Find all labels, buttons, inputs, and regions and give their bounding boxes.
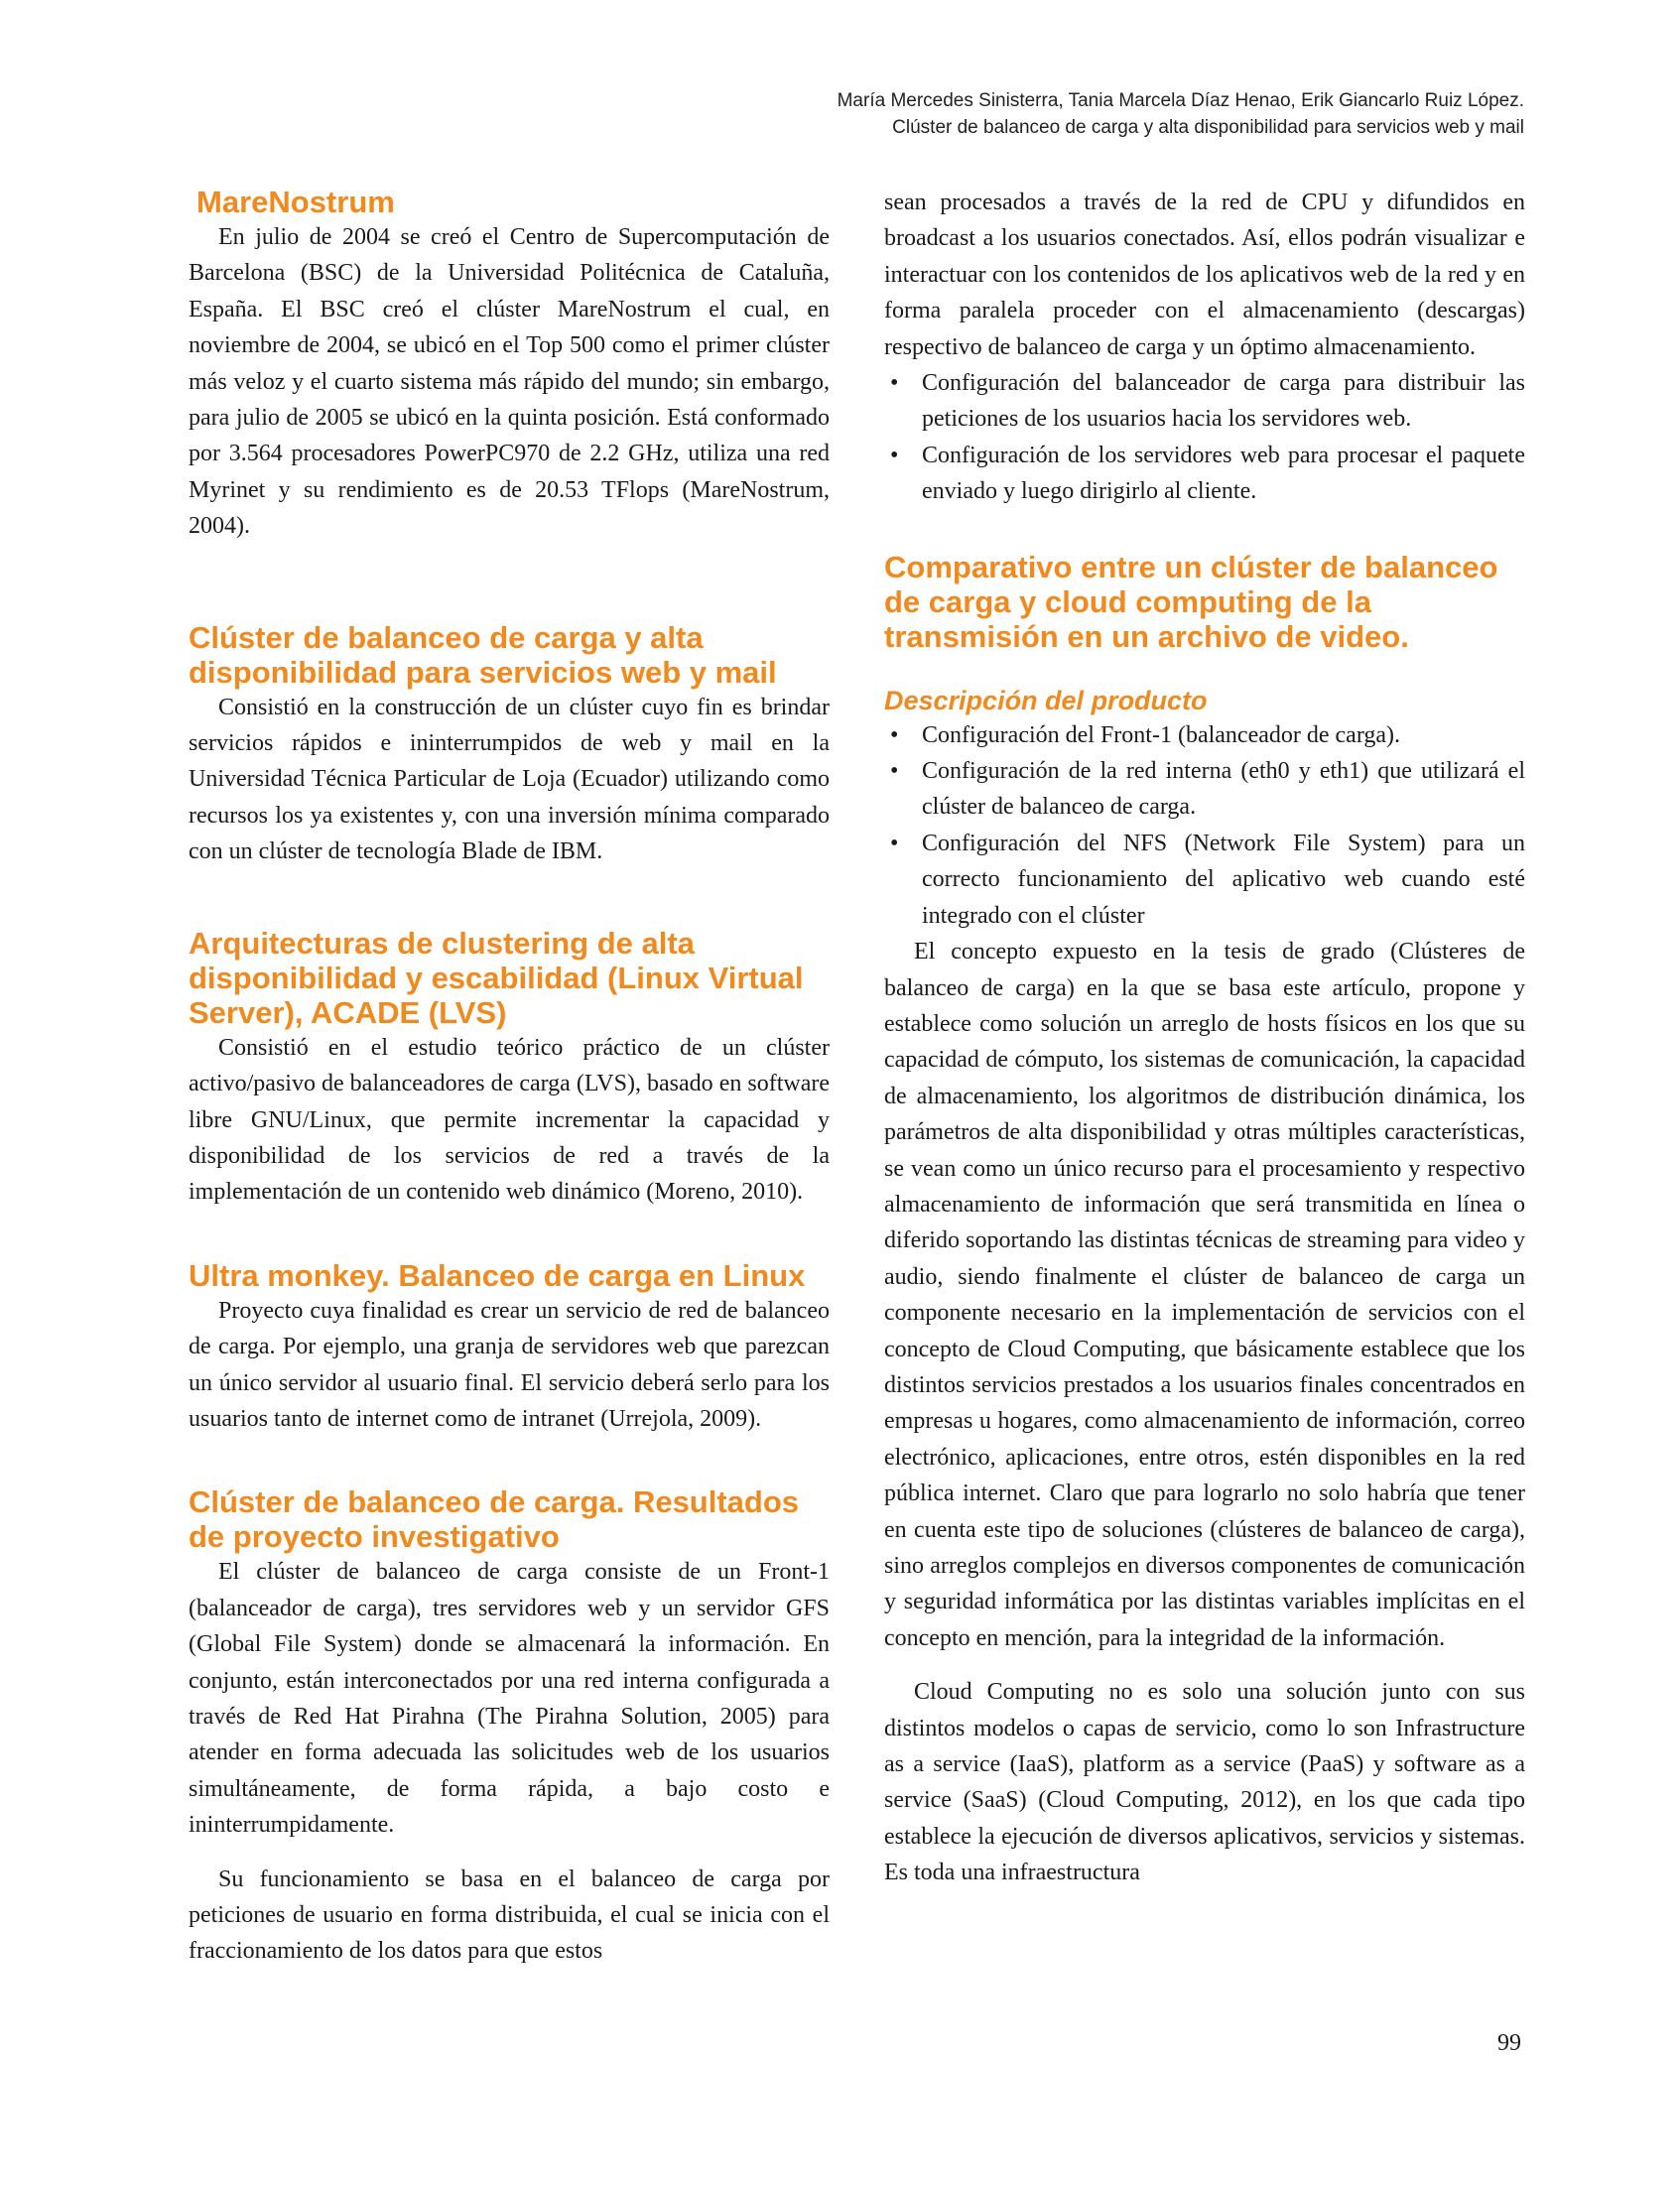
heading-marenostrum: MareNostrum: [196, 185, 395, 219]
heading-ultra-monkey: Ultra monkey. Balanceo de carga en Linux: [189, 1257, 806, 1293]
heading-lvs-architectures: Arquitecturas de clustering de alta disponibilidad y escabilidad (Linux Virtual Server), ACADE (LVS): [189, 925, 804, 1030]
bullet-list-1: [884, 365, 1525, 510]
paragraph-cluster-web-mail: Consistió en la construcción de un clúster cuyo fin es brindar servicios rápidos e ininterrumpidos de web y mail en la Universidad Técnica Particular de Loja (Ecuador) utilizando como recursos los ya existentes y, con una inversión mínima comparado con un clúster de tecnología Blade de IBM.: [189, 694, 830, 865]
heading-research-results: Clúster de balanceo de carga. Resultados de proyecto investigativo: [189, 1484, 800, 1555]
right-column: [884, 185, 1525, 1891]
paragraph-research-results-2: Su funcionamiento se basa en el balanceo de carga por peticiones de usuario en forma distribuida, el cual se inicia con el fraccionamiento de los datos para que estos: [189, 1866, 830, 1965]
left-column: [189, 185, 830, 1970]
paragraph-research-results-1: El clúster de balanceo de carga consiste de un Front-1 (balanceador de carga), tres servidores web y un servidor GFS (Global File System) donde se almacenará la información. En conjunto, están interconectados por una red interna configurada a través de Red Hat Pirahna (The Pirahna Solution, 2005) para atender en forma adecuada las solicitudes web de los usuarios simultáneamente, de forma rápida, a bajo costo e ininterrumpidamente.: [189, 1559, 830, 1839]
paragraph-ultra-monkey: Proyecto cuya finalidad es crear un servicio de red de balanceo de carga. Por ejemplo, una granja de servidores web que parezcan un único servidor al usuario final. El servicio deberá serlo para los usuarios tanto de internet como de intranet (Urrejola, 2009).: [189, 1297, 830, 1432]
list-item: • Configuración del balanceador de carga para distribuir las peticiones de los usuarios hacia los servidores web.: [884, 365, 1525, 438]
bullet-list-2: [884, 717, 1525, 934]
heading-comparison: Comparativo entre un clúster de balanceo de carga y cloud computing de la transmisión en un archivo de video.: [884, 549, 1498, 654]
paragraph-concept: El concepto expuesto en la tesis de grado (Clústeres de balanceo de carga) en la que se basa este artículo, propone y establece como solución un arreglo de hosts físicos en los que su capacidad de cómputo, los sistemas de comunicación, la capacidad de almacenamiento, los algoritmos de distribución dinámica, los parámetros de alta disponibilidad y otras múltiples características, se vean como un único recurso para el procesamiento y respectivo almacenamiento de información que será transmitida en línea o diferido soportando las distintas técnicas de streaming para video y audio, siendo finalmente el clúster de balanceo de carga un componente necesario en la implementación de servicios con el concepto de Cloud Computing, que básicamente establece que los distintos servicios prestados a los usuarios finales concentrados en empresas u hogares, como almacenamiento de información, correo electrónico, aplicaciones, entre otros, estén disponibles en la red pública internet. Claro que para lograrlo no solo habría que tener en cuenta este tipo de soluciones (clústeres de balanceo de carga), sino arreglos complejos en diversos componentes de comunicación y seguridad informática por las distintas variables implícitas en el concepto en mención, para la integridad de la información.: [884, 939, 1525, 1651]
paragraph-lvs-architectures: Consistió en el estudio teórico práctico de un clúster activo/pasivo de balanceadores de carga (LVS), basado en software libre GNU/Linux, que permite incrementar la capacidad y disponibilidad de los servicios de red a través de la implementación de un contenido web dinámico (Moreno, 2010).: [189, 1034, 830, 1206]
paragraph-marenostrum: En julio de 2004 se creó el Centro de Supercomputación de Barcelona (BSC) de la Universidad Politécnica de Cataluña, España. El BSC creó el clúster MareNostrum el cual, en noviembre de 2004, se ubicó en el Top 500 como el primer clúster más veloz y el cuarto sistema más rápido del mundo; sin embargo, para julio de 2005 se ubicó en la quinta posición. Está conformado por 3.564 procesadores PowerPC970 de 2.2 GHz, utiliza una red Myrinet y su rendimiento es de 20.53 TFlops (MareNostrum, 2004).: [189, 224, 830, 540]
header-authors: María Mercedes Sinisterra, Tania Marcela Díaz Henao, Erik Giancarlo Ruiz López.: [837, 90, 1524, 111]
subheading-product-description: Descripción del producto: [884, 685, 1208, 715]
running-header: [838, 87, 1524, 141]
list-item: • Configuración del NFS (Network File System) para un correcto funcionamiento del aplicativo web cuando esté integrado con el clúster: [884, 826, 1525, 934]
paragraph-continued: sean procesados a través de la red de CPU y difundidos en broadcast a los usuarios conectados. Así, ellos podrán visualizar e interactuar con los contenidos de los aplicativos web de la red y en forma paralela proceder con el almacenamiento (descargas) respectivo de balanceo de carga y un óptimo almacenamiento.: [884, 190, 1525, 360]
page-number: 99: [1497, 2030, 1521, 2056]
heading-cluster-web-mail: Clúster de balanceo de carga y alta disponibilidad para servicios web y mail: [189, 619, 777, 690]
header-title: Clúster de balanceo de carga y alta disponibilidad para servicios web y mail: [892, 117, 1524, 138]
paragraph-cloud-computing: Cloud Computing no es solo una solución junto con sus distintos modelos o capas de servicio, como lo son Infrastructure as a service (IaaS), platform as a service (PaaS) y software as a service (SaaS) (Cloud Computing, 2012), en los que cada tipo establece la ejecución de diversos aplicativos, servicios y sistemas. Es toda una infraestructura: [884, 1679, 1525, 1886]
list-item: • Configuración del Front-1 (balanceador de carga).: [884, 717, 1525, 753]
list-item: • Configuración de los servidores web para procesar el paquete enviado y luego dirigirlo al cliente.: [884, 438, 1525, 510]
list-item: • Configuración de la red interna (eth0 y eth1) que utilizará el clúster de balanceo de carga.: [884, 753, 1525, 826]
